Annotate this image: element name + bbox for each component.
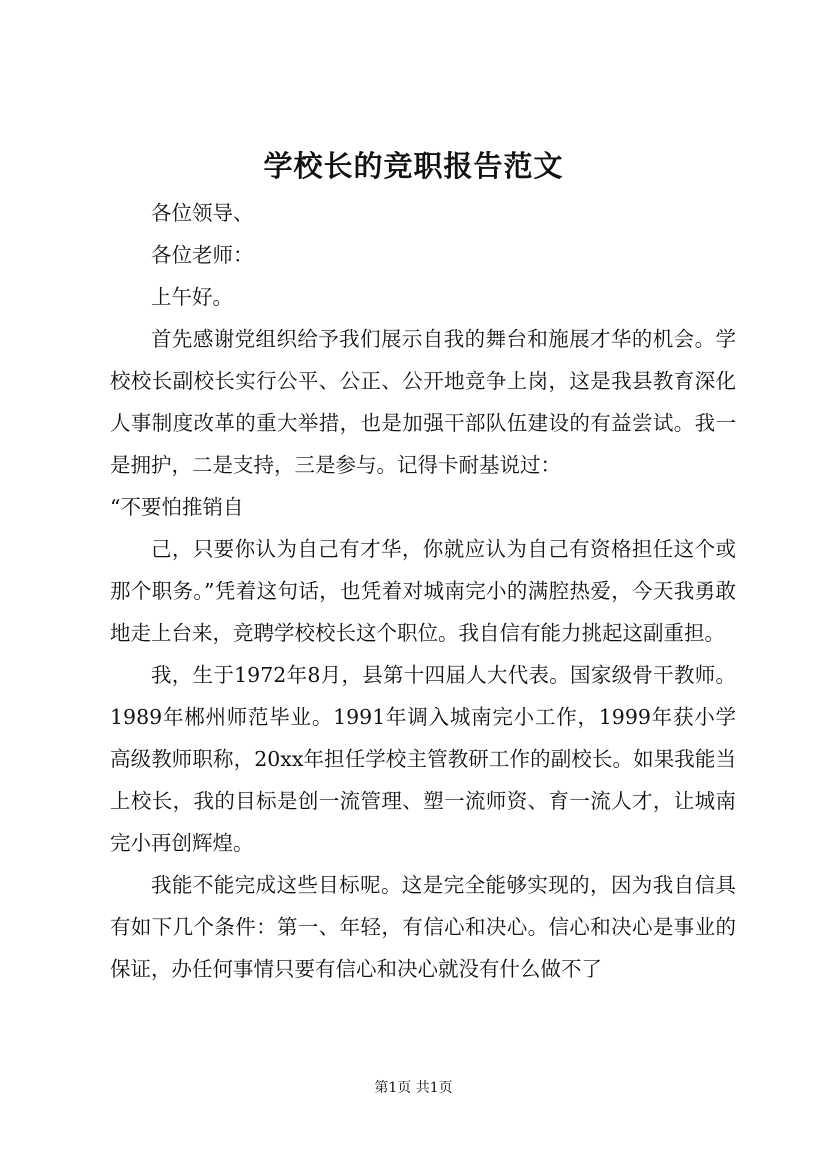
paragraph-quote-continued: 己，只要你认为自己有才华，你就应认为自己有资格担任这个或那个职务。”凭着这句话，也凭着对城南完小的满腔热爱，今天我勇敢地走上台来，竞聘学校校长这个职位。我自信有能力挑起这副重担。 xyxy=(110,537,736,645)
document-body xyxy=(110,192,736,990)
paragraph-greeting-leaders: 各位领导、 xyxy=(151,201,254,225)
page-number-footer: 第1页 共1页 xyxy=(374,1080,453,1096)
paragraph-greeting-teachers: 各位老师： xyxy=(151,243,254,267)
paragraph-thanks: 首先感谢党组织给予我们展示自我的舞台和施展才华的机会。学校校长副校长实行公平、公正、公开地竞争上岗，这是我县教育深化人事制度改革的重大举措，也是加强干部队伍建设的有益尝试。我一是拥护，二是支持，三是参与。记得卡耐基说过： xyxy=(110,327,736,477)
paragraph-good-morning: 上午好。 xyxy=(151,285,233,309)
paragraph-quote-start: “不要怕推销自 xyxy=(110,495,244,519)
document-title: 学校长的竞职报告范文 xyxy=(263,149,564,183)
paragraph-conditions: 我能不能完成这些目标呢。这是完全能够实现的，因为我自信具有如下几个条件：第一、年轻，有信心和决心。信心和决心是事业的保证，办任何事情只要有信心和决心就没有什么做不了 xyxy=(110,873,736,981)
paragraph-self-introduction: 我，生于1972年8月，县第十四届人大代表。国家级骨干教师。1989年郴州师范毕业。1991年调入城南完小工作，1999年获小学高级教师职称，20xx年担任学校主管教研工作的副校长。如果我能当上校长，我的目标是创一流管理、塑一流师资、育一流人才，让城南完小再创辉煌。 xyxy=(110,663,736,855)
